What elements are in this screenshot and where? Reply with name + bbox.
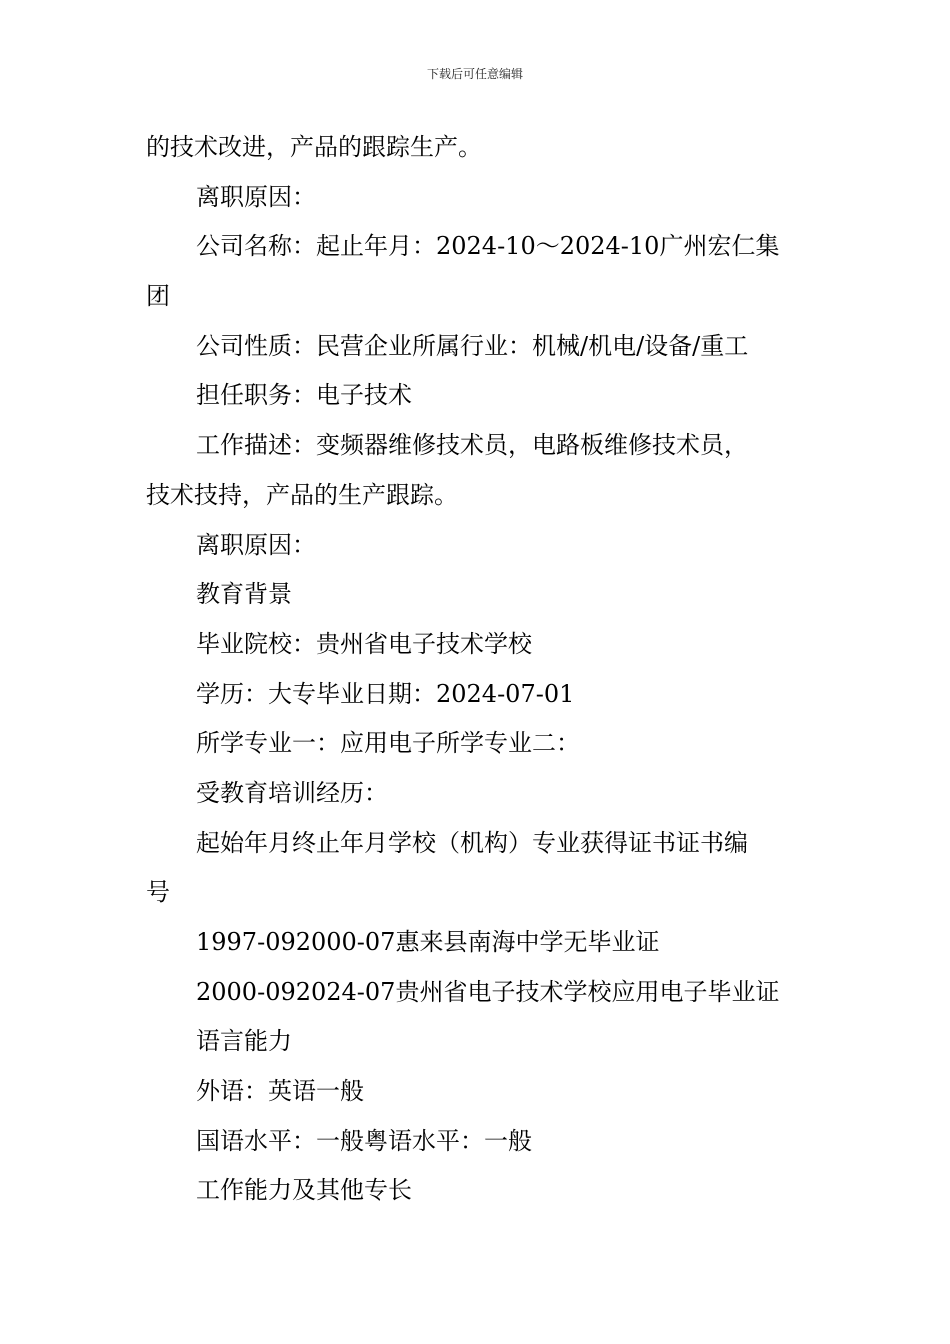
section-heading: 工作能力及其他专长 — [196, 1176, 412, 1205]
text-line: 工作描述：变频器维修技术员，电路板维修技术员， — [196, 431, 748, 460]
text-line: 号 — [146, 878, 170, 907]
text-line: 担任职务：电子技术 — [196, 381, 412, 410]
text-line: 毕业院校：贵州省电子技术学校 — [196, 629, 532, 658]
text-line: 起始年月终止年月学校（机构）专业获得证书证书编 — [196, 828, 748, 857]
text-line: 技术技持，产品的生产跟踪。 — [146, 480, 458, 509]
page-header-note: 下载后可任意编辑 — [426, 67, 523, 81]
section-heading: 教育背景 — [196, 580, 292, 609]
text-line: 所学专业一：应用电子所学专业二： — [196, 729, 580, 758]
text-line: 2000-092024-07贵州省电子技术学校应用电子毕业证 — [196, 977, 780, 1006]
text-line: 的技术改进，产品的跟踪生产。 — [146, 133, 482, 161]
text-line: 离职原因： — [196, 530, 316, 559]
text-line: 国语水平：一般粤语水平：一般 — [196, 1126, 532, 1155]
text-line: 公司名称：起止年月：2024-10～2024-10广州宏仁集 — [196, 232, 780, 261]
section-heading: 语言能力 — [196, 1027, 292, 1056]
text-line: 受教育培训经历： — [196, 778, 388, 807]
text-line: 学历：大专毕业日期：2024-07-01 — [196, 679, 575, 708]
document-body — [146, 123, 810, 1216]
text-line: 公司性质：民营企业所属行业：机械/机电/设备/重工 — [196, 331, 749, 360]
text-line: 1997-092000-07惠来县南海中学无毕业证 — [196, 928, 660, 956]
text-line: 离职原因： — [196, 182, 316, 211]
text-line: 团 — [146, 282, 170, 311]
text-line: 外语：英语一般 — [196, 1077, 364, 1106]
